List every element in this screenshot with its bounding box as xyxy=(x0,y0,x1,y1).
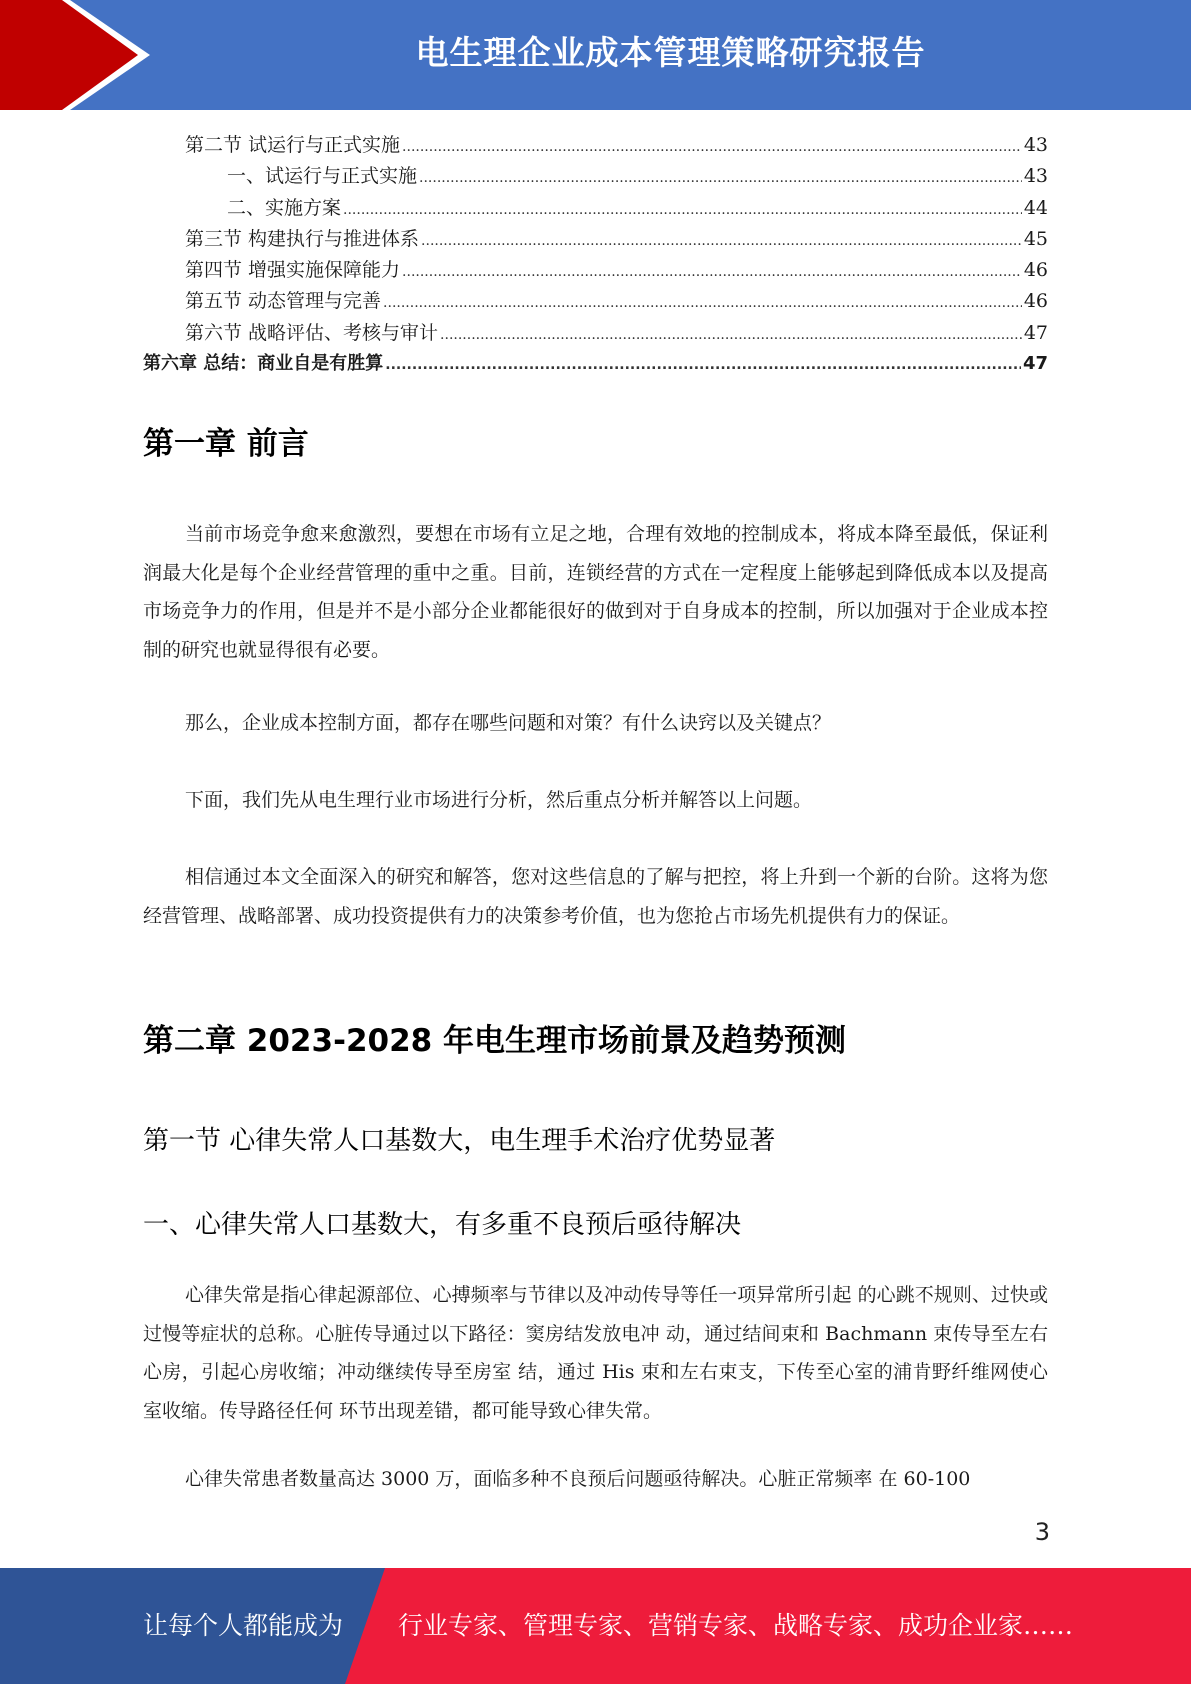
toc-leader-dots xyxy=(343,197,1022,219)
section-heading: 第一节 心律失常人口基数大，电生理手术治疗优势显著 xyxy=(143,1126,776,1156)
toc-leader-dots xyxy=(419,165,1022,187)
toc-entry[interactable] xyxy=(143,161,1048,192)
toc-entry-title: 第三节 构建执行与推进体系 xyxy=(185,227,420,250)
toc-entry-page: 47 xyxy=(1022,353,1048,375)
toc-entry-page: 45 xyxy=(1023,227,1048,250)
subsection-heading: 一、心律失常人口基数大，有多重不良预后亟待解决 xyxy=(143,1210,742,1240)
toc-entry-page: 44 xyxy=(1023,196,1048,219)
toc-entry-title: 二、实施方案 xyxy=(227,196,342,219)
toc-entry-title: 一、试运行与正式实施 xyxy=(227,165,418,188)
toc-entry[interactable] xyxy=(143,255,1048,286)
page-header xyxy=(0,0,1191,110)
paragraph: 下面，我们先从电生理行业市场进行分析，然后重点分析并解答以上问题。 xyxy=(185,789,813,811)
toc-leader-dots xyxy=(421,228,1022,250)
toc-entry[interactable] xyxy=(143,193,1048,224)
toc-entry-title: 第四节 增强实施保障能力 xyxy=(185,259,401,282)
toc-leader-dots xyxy=(402,259,1022,281)
toc-entry-page: 43 xyxy=(1023,134,1048,156)
footer-slogan-right: 行业专家、管理专家、营销专家、战略专家、成功企业家…… xyxy=(398,1611,1074,1640)
paragraph: 那么，企业成本控制方面，都存在哪些问题和对策？有什么诀窍以及关键点？ xyxy=(185,712,832,734)
chapter-1-heading: 第一章 前言 xyxy=(143,426,309,462)
toc-entry[interactable] xyxy=(143,318,1048,349)
toc-entry-page: 46 xyxy=(1023,290,1048,313)
page-number: 3 xyxy=(1034,1518,1050,1546)
footer-slogan-left: 让每个人都能成为 xyxy=(143,1611,344,1640)
toc-entry-title: 第五节 动态管理与完善 xyxy=(185,290,382,313)
toc-entry-chapter[interactable] xyxy=(143,349,1048,380)
paragraph: 相信通过本文全面深入的研究和解答，您对这些信息的了解与把控，将上升到一个新的台阶。这将为您经营管理、战略部署、成功投资提供有力的决策参考价值，也为您抢占市场先机提供有力的保证。 xyxy=(143,866,1048,927)
chapter-2-heading: 第二章 2023-2028 年电生理市场前景及趋势预测 xyxy=(143,1023,847,1059)
paragraph: 心律失常患者数量高达 3000 万，面临多种不良预后问题亟待解决。心脏正常频率 在 60-100 xyxy=(185,1468,971,1490)
toc-leader-dots xyxy=(383,290,1022,312)
paragraph: 当前市场竞争愈来愈激烈，要想在市场有立足之地，合理有效地的控制成本，将成本降至最低，保证利润最大化是每个企业经营管理的重中之重。目前，连锁经营的方式在一定程度上能够起到降低成本以及提高市场竞争力的作用，但是并不是小部分企业都能很好的做到对于自身成本的控制，所以加强对于企业成本控制的研究也就显得很有必要。 xyxy=(143,523,1048,661)
toc-entry[interactable] xyxy=(143,286,1048,317)
toc-entry[interactable] xyxy=(143,130,1048,161)
paragraph: 心律失常是指心律起源部位、心搏频率与节律以及冲动传导等任一项异常所引起 的心跳不规则、过快或过慢等症状的总称。心脏传导通过以下路径：窦房结发放电冲 动，通过结间束和 Bachmann 束传导至左右心房，引起心房收缩；冲动继续传导至房室 结，通过 His 束和左右束支，下传至心室的浦肯野纤维网使心室收缩。传导路径任何 环节出现差错，都可能导致心律失常。 xyxy=(143,1284,1048,1422)
report-title: 电生理企业成本管理策略研究报告 xyxy=(415,33,926,72)
toc-entry-title: 第六章 总结：商业自是有胜算 xyxy=(143,353,384,375)
page-footer xyxy=(0,1568,1191,1684)
toc-entry-page: 47 xyxy=(1023,321,1048,344)
toc-leader-dots xyxy=(385,353,1021,374)
toc-entry-page: 46 xyxy=(1023,259,1048,282)
header-arrow-decoration xyxy=(0,0,150,110)
toc-leader-dots xyxy=(402,134,1022,156)
table-of-contents xyxy=(143,130,1048,380)
toc-leader-dots xyxy=(440,322,1022,344)
toc-entry-title: 第六节 战略评估、考核与审计 xyxy=(185,321,439,344)
toc-entry-page: 43 xyxy=(1023,165,1048,188)
toc-entry[interactable] xyxy=(143,224,1048,255)
toc-entry-title: 第二节 试运行与正式实施 xyxy=(185,134,401,156)
